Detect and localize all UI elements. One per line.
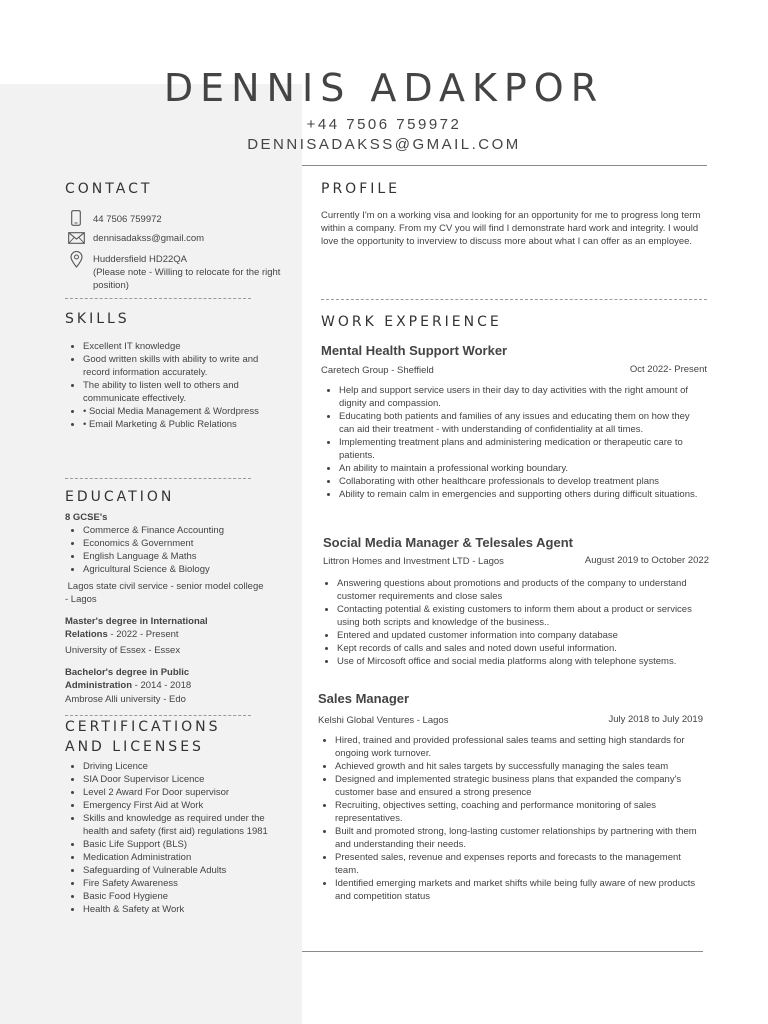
certification-item: SIA Door Supervisor Licence <box>65 773 270 786</box>
job-dates: August 2019 to October 2022 <box>584 555 709 566</box>
bachelors-degree <box>65 666 235 692</box>
skill-item: The ability to listen well to others and communicate effectively. <box>65 379 265 405</box>
gcse-item: Economics & Government <box>65 537 265 550</box>
job-bullet: Entered and updated customer information into company database <box>319 629 707 642</box>
contact-heading: CONTACT <box>65 181 153 197</box>
job-title: Sales Manager <box>318 691 410 706</box>
certification-item: Basic Life Support (BLS) <box>65 838 270 851</box>
certification-item: Driving Licence <box>65 760 270 773</box>
bachelors-dates: - 2014 - 2018 <box>132 680 192 691</box>
certification-item: Emergency First Aid at Work <box>65 799 270 812</box>
job-bullet: Contacting potential & existing customers to inform them about a product or services using both scripts and knowledge of the business.. <box>319 603 707 629</box>
masters-title: Master's degree in International Relations <box>65 616 208 640</box>
contact-phone: 44 7506 759972 <box>93 214 162 225</box>
job-bullet: Educating both patients and families of any issues and educating them on how they can aid their treatment - with understanding of confidentiality at all times. <box>321 410 707 436</box>
skills-heading: SKILLS <box>65 311 130 327</box>
work-experience-heading: WORK EXPERIENCE <box>321 314 502 330</box>
lagos-school <box>65 580 265 606</box>
certification-item: Health & Safety at Work <box>65 903 270 916</box>
job-dates: Oct 2022- Present <box>629 364 707 375</box>
job-bullet: Collaborating with other healthcare professionals to develop treatment plans <box>321 475 707 488</box>
job-company: Caretech Group - Sheffield <box>321 365 434 376</box>
location-pin-icon <box>65 251 87 268</box>
masters-dates: - 2022 - Present <box>107 629 179 640</box>
gcse-item: Commerce & Finance Accounting <box>65 524 265 537</box>
bachelors-school: Ambrose Alli university - Edo <box>65 694 186 705</box>
certification-item: Medication Administration <box>65 851 270 864</box>
job-bullet: Help and support service users in their day to day activities with the right amount of dignity and compassion. <box>321 384 707 410</box>
job-bullets <box>317 734 707 903</box>
skill-item: • Email Marketing & Public Relations <box>65 418 265 431</box>
job-bullet: Ability to remain calm in emergencies and supporting others during difficult situations. <box>321 488 707 501</box>
job-bullet: Designed and implemented strategic business plans that expanded the company's customer base and ensured a strong presence <box>317 773 707 799</box>
header-divider <box>302 165 707 166</box>
gcse-list <box>65 524 265 576</box>
footer-divider <box>302 951 703 952</box>
job-bullet: Built and promoted strong, long-lasting customer relationships by partnering with them and understanding their needs. <box>317 825 707 851</box>
job-bullet: Implementing treatment plans and administering medication or therapeutic care to patients. <box>321 436 707 462</box>
job-bullet: Identified emerging markets and market shifts while being fully aware of new products and competition status <box>317 877 707 903</box>
header-phone: +44 7506 759972 <box>306 116 462 133</box>
job-bullet: Use of Mircosoft office and social media platforms along with telephone systems. <box>319 655 707 668</box>
skills-divider <box>65 478 251 479</box>
phone-icon <box>65 210 87 226</box>
job-bullet: Presented sales, revenue and expenses reports and forecasts to the management team. <box>317 851 707 877</box>
job-bullet: Recruiting, objectives setting, coaching and performance monitoring of sales representatives. <box>317 799 707 825</box>
job-title: Mental Health Support Worker <box>321 343 508 358</box>
job-company: Littron Homes and Investment LTD - Lagos <box>323 556 504 567</box>
job-title: Social Media Manager & Telesales Agent <box>323 535 573 550</box>
job-bullet: Achieved growth and hit sales targets by successfully managing the sales team <box>317 760 707 773</box>
contact-divider <box>65 298 251 299</box>
profile-heading: PROFILE <box>321 181 401 197</box>
contact-email: dennisadakss@gmail.com <box>93 233 205 244</box>
gcse-item: English Language & Maths <box>65 550 265 563</box>
skill-item: Excellent IT knowledge <box>65 340 265 353</box>
skills-list <box>65 340 265 431</box>
job-bullet: Answering questions about promotions and products of the company to understand customer requirements and close sales <box>319 577 707 603</box>
mail-icon <box>65 232 87 244</box>
job-bullets <box>319 577 707 668</box>
lagos-school-text: Lagos state civil service - senior model college - Lagos <box>65 581 264 605</box>
contact-location-city: Huddersfield HD22QA <box>93 254 187 265</box>
gcse-item: Agricultural Science & Biology <box>65 563 265 576</box>
gcse-title: 8 GCSE's <box>65 512 108 523</box>
profile-divider <box>321 299 707 300</box>
contact-location <box>93 253 283 292</box>
job-bullet: Hired, trained and provided professional sales teams and setting high standards for ongoing work turnover. <box>317 734 707 760</box>
job-bullets <box>321 384 707 501</box>
certification-item: Fire Safety Awareness <box>65 877 270 890</box>
masters-degree <box>65 615 235 641</box>
education-divider <box>65 715 251 716</box>
job-company: Kelshi Global Ventures - Lagos <box>318 715 449 726</box>
job-dates: July 2018 to July 2019 <box>608 714 703 725</box>
certification-item: Skills and knowledge as required under the health and safety (first aid) regulations 1981 <box>65 812 270 838</box>
candidate-name: DENNIS ADAKPOR <box>163 66 605 110</box>
certification-item: Level 2 Award For Door supervisor <box>65 786 270 799</box>
certifications-list <box>65 760 270 916</box>
profile-text: Currently I'm on a working visa and looking for an opportunity for me to progress long term within a company. From my CV you will find I demonstrate hard work and integrity. I would love the opportunity to inverview to discuss more about what I can offer as an employee. <box>321 210 701 247</box>
job-bullet: An ability to maintain a professional working boundary. <box>321 462 707 475</box>
certifications-heading-line1: CERTIFICATIONS <box>65 719 221 735</box>
job-bullet: Kept records of calls and sales and noted down useful information. <box>319 642 707 655</box>
certification-item: Basic Food Hygiene <box>65 890 270 903</box>
bachelors-title: Bachelor's degree in Public Administration <box>65 667 190 691</box>
header-email: DENNISADAKSS@GMAIL.COM <box>247 136 521 153</box>
masters-school: University of Essex - Essex <box>65 645 181 656</box>
contact-location-note: (Please note - Willing to relocate for the right position) <box>93 267 281 291</box>
education-heading: EDUCATION <box>65 489 175 505</box>
skill-item: Good written skills with ability to write and record information accurately. <box>65 353 265 379</box>
skill-item: • Social Media Management & Wordpress <box>65 405 265 418</box>
certification-item: Safeguarding of Vulnerable Adults <box>65 864 270 877</box>
certifications-heading-line2: AND LICENSES <box>65 739 204 755</box>
